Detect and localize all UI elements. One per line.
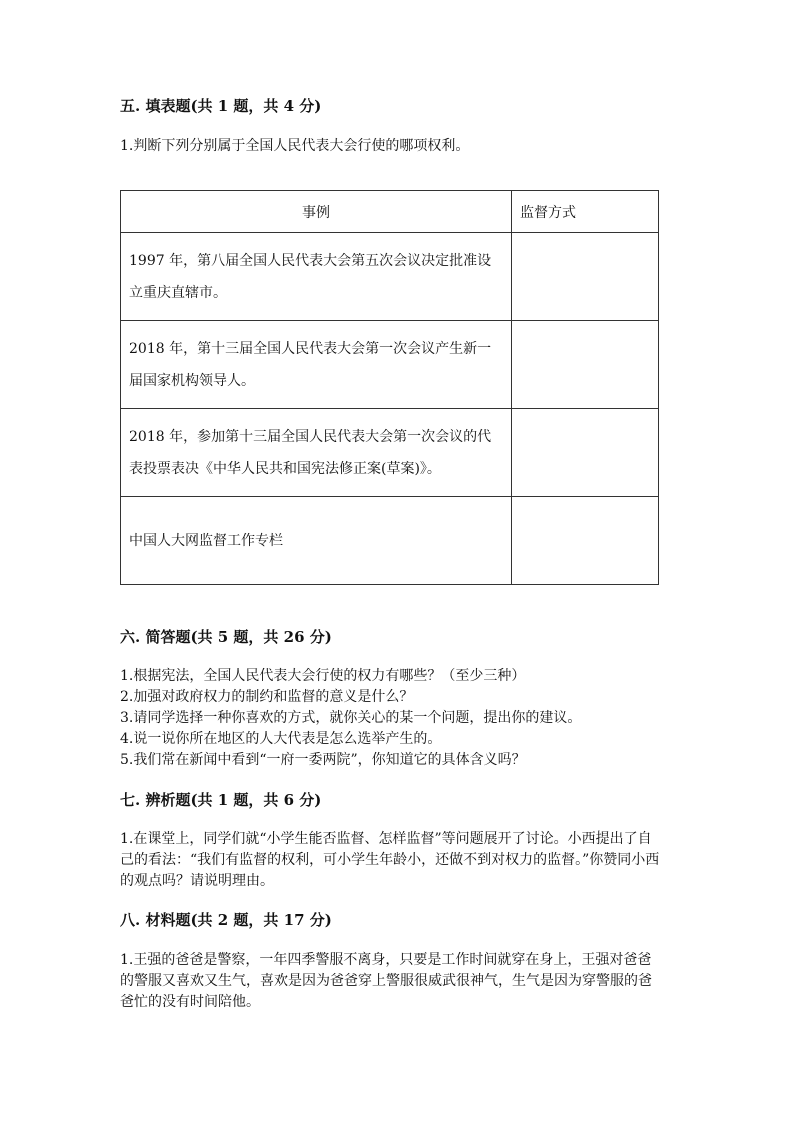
section8-question: 1.王强的爸爸是警察，一年四季警服不离身，只要是工作时间就穿在身上，王强对爸爸的警服又喜欢又生气，喜欢是因为爸爸穿上警服很威武很神气，生气是因为穿警服的爸爸忙的没有时间陪他。 [120,952,652,1010]
table-header-case: 事例 [121,191,512,233]
section5-title: 五. 填表题(共 1 题，共 4 分) [120,97,322,115]
section7-question: 1.在课堂上，同学们就“小学生能否监督、怎样监督”等问题展开了讨论。小西提出了自己的看法：“我们有监督的权利，可小学生年龄小，还做不到对权力的监督。”你赞同小西的观点吗？请说明理由。 [120,831,660,889]
table-cell-case: 1997 年，第八届全国人民代表大会第五次会议决定批准设立重庆直辖市。 [121,233,512,321]
section6-title: 六. 简答题(共 5 题，共 26 分) [120,628,332,646]
section6-question-1: 1.根据宪法，全国人民代表大会行使的权力有哪些？（至少三种） [120,668,526,684]
section6-question-4: 4.说一说你所在地区的人大代表是怎么选举产生的。 [120,731,442,747]
table-row [121,497,659,585]
section6-question-2: 2.加强对政府权力的制约和监督的意义是什么？ [120,689,414,705]
table-row [121,233,659,321]
table-row [121,409,659,497]
section6-question-5: 5.我们常在新闻中看到“一府一委两院”，你知道它的具体含义吗？ [120,752,526,768]
table-header-row [121,191,659,233]
table-header-method: 监督方式 [512,191,659,233]
section8-title: 八. 材料题(共 2 题，共 17 分) [120,911,332,929]
table-cell-case: 中国人大网监督工作专栏 [121,497,512,585]
fill-table [120,190,659,585]
table-cell-case: 2018 年，参加第十三届全国人民代表大会第一次会议的代表投票表决《中华人民共和国宪法修正案(草案)》。 [121,409,512,497]
section5-question: 1.判断下列分别属于全国人民代表大会行使的哪项权利。 [120,138,470,154]
table-cell-method-answer[interactable] [512,497,659,585]
table-row [121,321,659,409]
table-cell-method-answer[interactable] [512,233,659,321]
section6-question-3: 3.请同学选择一种你喜欢的方式，就你关心的某一个问题，提出你的建议。 [120,710,582,726]
section7-title: 七. 辨析题(共 1 题，共 6 分) [120,791,322,809]
table-cell-method-answer[interactable] [512,409,659,497]
table-cell-case: 2018 年，第十三届全国人民代表大会第一次会议产生新一届国家机构领导人。 [121,321,512,409]
table-cell-method-answer[interactable] [512,321,659,409]
